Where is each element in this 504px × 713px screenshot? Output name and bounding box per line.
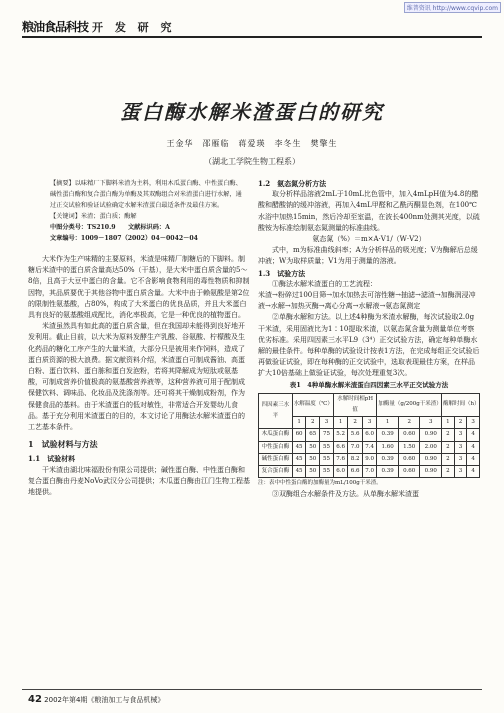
table-body — [259, 429, 480, 478]
table-cell: 45 — [292, 441, 306, 453]
level-cell: 2 — [348, 417, 363, 429]
table-cell: 1.50 — [398, 441, 420, 453]
method-paragraph: 取分析样品溶液2mL于10mL比色管中，加入4mLpH值为4.8的醋酸和醋酸钠的缓冲溶液，再加入4mL甲醛和乙酰丙酮显色剂，在100℃水浴中加热15min，然后冷却至室温，在波长400nm处测其光度，以硫酸铵为标准绘制氨态氮测量的标准曲线。 — [258, 190, 480, 232]
article-number: 文章编号：1009－1807（2002）04－0042－04 — [50, 235, 198, 242]
table-cell: 5.2 — [333, 429, 348, 441]
level-cell: 3 — [320, 417, 334, 429]
level-cell: 2 — [398, 417, 420, 429]
table-cell: 7.4 — [362, 441, 377, 453]
process-flow: 米渣→粉碎过100目筛→加水加热去可溶性糖→抽滤→滤渣→加酶润浸冲液→水解→加热灭酶→离心分离→水解液→氨态氮测定 — [258, 291, 476, 311]
article-title: 蛋白酶水解米渣蛋白的研究 — [120, 100, 384, 124]
keywords: 【关键词】米渣；蛋白质；酶解 — [50, 213, 137, 220]
enzyme-name: 复合蛋白酶 — [259, 466, 293, 478]
table-cell: 0.39 — [377, 453, 399, 465]
table-cell: 2 — [442, 466, 455, 478]
table-cell: 8.2 — [348, 453, 363, 465]
table-cell: 55 — [320, 466, 334, 478]
table-cell: 50 — [306, 466, 320, 478]
table-cell: 0.39 — [377, 429, 399, 441]
formula-explanation: 式中，m为标准曲线斜率；A为分析样品的吸光度；V为酶解后总缓冲液；W为取样质量；V1为用于测量的溶液。 — [258, 246, 478, 266]
table-header: 加酶量（g/200g干米渣） — [377, 393, 442, 416]
table-cell: 65 — [306, 429, 320, 441]
enzyme-name: 木瓜蛋白酶 — [259, 429, 293, 441]
table-corner: 四因素三水平 — [259, 393, 293, 429]
subsection-heading-1-2: 1.2 氨态氮分析方法 — [258, 179, 327, 188]
table-cell: 0.60 — [398, 453, 420, 465]
table-cell: 0.60 — [398, 429, 420, 441]
left-column — [28, 254, 250, 498]
level-cell: 3 — [362, 417, 377, 429]
table-cell: 55 — [320, 441, 334, 453]
table-caption: 表1 4种单酶水解米渣蛋白四因素三水平正交试验方法 — [289, 380, 449, 389]
table-cell: 2.00 — [420, 441, 442, 453]
table-row — [259, 453, 480, 465]
intro-paragraph-2: 米渣虽然具有如此高的蛋白质含量，但在我国却未能得到良好地开发利用。截止目前，以大米为原料发酵生产乳酸、谷氨酸、柠檬酸及生化药品的糖化工序产生的大量米渣，大部分只是被用来作饲料，造成了蛋白质资源的极大浪费。据文献资料介绍，米渣蛋白可制成酱油、高蛋白粉、蛋白饮料、蛋白胨和蛋白发泡粉，若将其降解成为短肽或氨基酸，可制成营养价值极高的氨基酸营养液等，这种营养液可用于配制成保健饮料、调味品、化妆品及洗涤剂等。还可将其干燥制成粉剂，作为保健食品的基料。由于米渣蛋白的低对敏性，非常适合开发婴幼儿食品。基于充分利用米渣蛋白的目的，本文讨论了用酶法水解米渣蛋白的工艺基本条件。 — [28, 322, 245, 432]
table-cell: 6.0 — [362, 429, 377, 441]
level-row — [259, 417, 480, 429]
authors: 王金华 邵雁临 蒋爱瑛 李冬生 樊擎生 — [166, 139, 338, 148]
table-cell: 2 — [442, 453, 455, 465]
table-cell: 75 — [320, 429, 334, 441]
table-cell: 50 — [306, 453, 320, 465]
level-cell: 3 — [420, 417, 442, 429]
formula: 氨态氮（%）＝m×A·V1/（W·V2） — [312, 235, 426, 244]
section-heading-1: 1 试验材料与方法 — [28, 439, 98, 450]
table-cell: 3 — [454, 441, 467, 453]
right-column — [258, 178, 480, 501]
table-cell: 7.0 — [348, 441, 363, 453]
footer — [28, 694, 164, 705]
subsection-heading-1-3: 1.3 试验方法 — [258, 268, 306, 278]
table-row — [259, 441, 480, 453]
table-cell: 55 — [320, 453, 334, 465]
table-cell: 60 — [292, 429, 306, 441]
table-cell: 2 — [442, 441, 455, 453]
table-cell: 6.6 — [348, 466, 363, 478]
enzyme-name: 碱性蛋白酶 — [259, 453, 293, 465]
table-note: 注：表中中性蛋白酶的加酶量为mL/100g干米渣。 — [258, 480, 382, 487]
level-cell: 1 — [442, 417, 455, 429]
intro-paragraph-1: 大米作为生产味精的主要原料，米渣是味精厂制糖后的下脚料。制糖后米渣中的蛋白质含量高达50%（干基），是大米中蛋白质含量的5～8倍，且高于大豆中蛋白的含量。它不含影响食物利用的毒性物质和抑制因物，其品质要优于其他谷物中蛋白质含量。大米中由于赖氨酸是第2位的限制性氨基酸，占80%，构成了大米蛋白的优良品质，并且大米蛋白具有良好的氨基酸组成配比，消化率极高，它是一种优良的植物蛋白。 — [28, 255, 250, 320]
journal-info: 2002年第4期《粮油加工与食品机械》 — [44, 696, 165, 704]
level-cell: 1 — [292, 417, 306, 429]
page-number: 42 — [28, 694, 42, 705]
table-row — [259, 466, 480, 478]
table-header: 酶解时间（h） — [442, 393, 480, 416]
table-cell: 4 — [467, 441, 480, 453]
table-cell: 45 — [292, 466, 306, 478]
step-1: ①酶法水解米渣蛋白的工艺流程： — [272, 279, 377, 288]
table-cell: 50 — [306, 441, 320, 453]
table-cell: 7.6 — [333, 453, 348, 465]
table-cell: 4 — [467, 466, 480, 478]
journal-logo: 粮油食品科技 — [22, 20, 89, 34]
level-cell: 1 — [333, 417, 348, 429]
table-cell: 3 — [454, 429, 467, 441]
table-cell: 0.39 — [377, 466, 399, 478]
table-cell: 5.6 — [348, 429, 363, 441]
materials-paragraph: 干米渣由湖北味福股份有限公司提供；碱性蛋白酶、中性蛋白酶和复合蛋白酶由丹麦NoVo武汉分公司提供；木瓜蛋白酶由江门生物工程基地提供。 — [28, 465, 250, 497]
watermark: 维普资讯 http://www.cqvip.com — [404, 2, 501, 13]
level-cell: 1 — [377, 417, 399, 429]
table-cell: 3 — [454, 466, 467, 478]
table-cell: 6.0 — [333, 466, 348, 478]
header-rule — [22, 36, 482, 38]
orthogonal-table — [258, 393, 480, 478]
table-cell: 0.90 — [420, 429, 442, 441]
table-cell: 3 — [454, 453, 467, 465]
level-cell: 3 — [467, 417, 480, 429]
table-cell: 0.90 — [420, 453, 442, 465]
table-cell: 7.0 — [362, 466, 377, 478]
table-cell: 0.60 — [398, 466, 420, 478]
footer-rule — [22, 689, 482, 690]
table-cell: 9.0 — [362, 453, 377, 465]
step-2: ②单酶水解和方法。以上述4种酶为米渣水解酶，每次试验取2.0g干米渣，采用固液比为1∶10提取米渣，以氨态氮含量为测量单位考察优劣标准。采用四因素三水平L9（3⁴）正交试验方法，确定每种单酶水解的最佳条件。每种单酶的试验设计按表1方法，在完成每组正交试验后再做验证试验，即在每种酶的正交试验中，选取表现最佳方案，在样品扩大10倍基础上做验证试验，每次处理重复3次。 — [258, 313, 480, 378]
table-cell: 4 — [467, 453, 480, 465]
table-cell: 4 — [467, 429, 480, 441]
section-label: 开 发 研 究 — [92, 21, 176, 34]
table-header: 水解温度（℃） — [292, 393, 333, 416]
class-number: 中图分类号：TS210.9 文献标识码：A — [50, 224, 170, 231]
level-cell: 2 — [454, 417, 467, 429]
abstract-summary: 【摘要】以味精厂下脚料米渣为主料，利用木瓜蛋白酶、中性蛋白酶、碱性蛋白酶和复合蛋白酶为单酶及其双酶组合对米渣蛋白进行水解，通过正交试验和验证试验确定水解米渣蛋白最适条件及最佳方案。 — [50, 180, 242, 209]
table-cell: 6.6 — [333, 441, 348, 453]
abstract-block — [50, 178, 245, 244]
table-row — [259, 429, 480, 441]
step-3: ③双酶组合水解条件及方法。从单酶水解米渣蛋 — [272, 490, 419, 499]
enzyme-name: 中性蛋白酶 — [259, 441, 293, 453]
table-cell: 2 — [442, 429, 455, 441]
subsection-heading-1-1: 1.1 试验材料 — [28, 454, 76, 464]
table-cell: 0.90 — [420, 466, 442, 478]
level-cell: 2 — [306, 417, 320, 429]
affiliation: （湖北工学院生物工程系） — [204, 157, 300, 166]
table-header: 水解时间相pH值 — [333, 393, 377, 416]
table-cell: 45 — [292, 453, 306, 465]
table-cell: 1.60 — [377, 441, 399, 453]
